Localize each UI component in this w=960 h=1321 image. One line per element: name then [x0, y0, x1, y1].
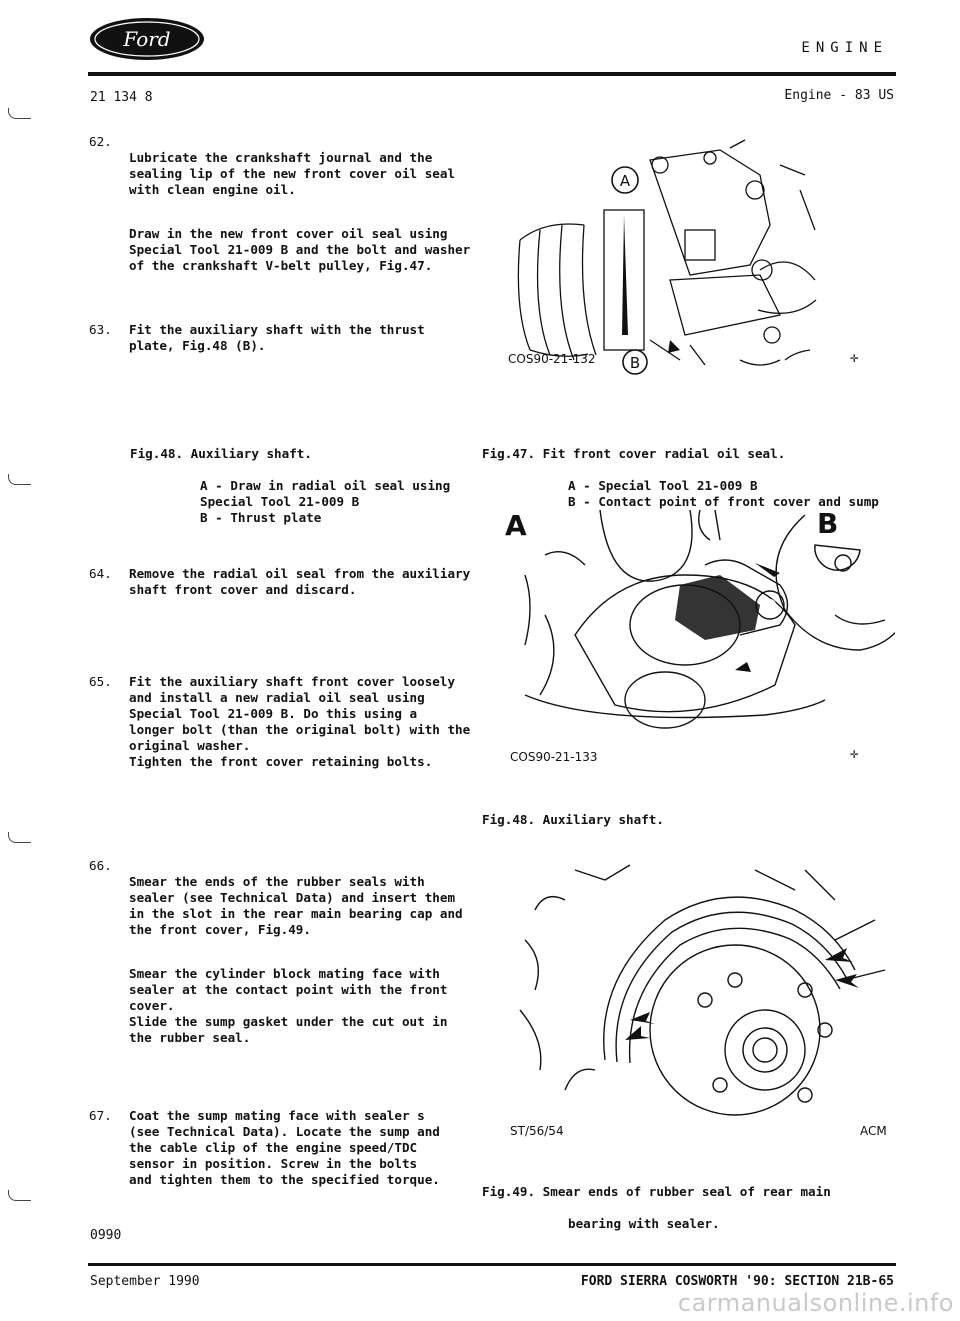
doc-reference: 21 134 8 — [90, 90, 153, 105]
callout-a-label: A — [619, 172, 631, 190]
step-65 — [89, 674, 489, 782]
ford-logo — [88, 16, 206, 62]
caption-lines: A - Draw in radial oil seal using Special Tool 21-009 B B - Thrust plate — [200, 478, 451, 525]
step-text: Fit the auxiliary shaft with the thrust plate, Fig.48 (B). — [129, 322, 425, 353]
fig48-caption — [482, 796, 664, 844]
step-text: Lubricate the crankshaft journal and the sealing lip of the new front cover oil seal with clean engine oil. — [129, 150, 456, 197]
watermark: carmanualsonline.info — [677, 1289, 954, 1317]
caption-lines: A - Special Tool 21-009 B B - Contact point of front cover and sump — [568, 478, 879, 509]
step-number: 67. — [89, 1108, 112, 1123]
margin-mark — [8, 832, 31, 843]
footer-rule — [88, 1263, 896, 1266]
header-rule — [88, 72, 896, 76]
step-number: 64. — [89, 566, 112, 581]
callout-a-label: A — [505, 509, 527, 542]
registration-mark-icon: ✛ — [850, 350, 859, 366]
step-text: Smear the cylinder block mating face with sealer at the contact point with the front cover. Slide the sump gasket under the cut out in the rubber seal. — [129, 966, 448, 1045]
step-62 — [89, 134, 489, 302]
step-text: Smear the ends of the rubber seals with sealer (see Technical Data) and insert them in the slot in the rear main bearing cap and the front cover, Fig.49. — [129, 874, 463, 937]
engine-reference: Engine - 83 US — [784, 88, 894, 103]
fig47-illustration — [500, 130, 820, 375]
step-number: 63. — [89, 322, 112, 337]
fig49-caption — [482, 1168, 831, 1248]
caption-title: Fig.48. Auxiliary shaft. — [130, 446, 312, 461]
step-66 — [89, 858, 489, 1074]
footer-section: FORD SIERRA COSWORTH '90: SECTION 21B-65 — [580, 1274, 894, 1289]
step-67 — [89, 1108, 489, 1200]
figure-code-right: ACM — [860, 1124, 887, 1138]
callout-b-label: B — [817, 507, 839, 540]
figure-code: ST/56/54 — [510, 1124, 564, 1138]
margin-mark — [8, 108, 31, 119]
margin-mark — [8, 1190, 31, 1201]
footer-date: September 1990 — [90, 1274, 200, 1289]
caption-title: Fig.49. Smear ends of rubber seal of rear main — [482, 1184, 831, 1199]
step-text: Draw in the new front cover oil seal using Special Tool 21-009 B and the bolt and washer of the crankshaft V-belt pulley, Fig.47. — [129, 226, 471, 273]
caption-title: Fig.47. Fit front cover radial oil seal. — [482, 446, 786, 461]
step-63 — [89, 322, 489, 366]
step-64 — [89, 566, 489, 610]
registration-mark-icon: ✛ — [850, 746, 859, 762]
step-text: Coat the sump mating face with sealer s (see Technical Data). Locate the sump and the cable clip of the engine speed/TDC sensor in position. Screw in the bolts and tighten them to the specified torque. — [129, 1108, 440, 1187]
section-title: ENGINE — [801, 40, 888, 56]
callout-b-label: B — [629, 354, 641, 372]
caption-lines: bearing with sealer. — [568, 1216, 720, 1231]
svg-text:Ford: Ford — [123, 27, 171, 51]
step-number: 66. — [89, 858, 112, 873]
page-code: 0990 — [90, 1228, 122, 1243]
figure-code: COS90-21-132 — [508, 352, 596, 366]
step-text: Remove the radial oil seal from the auxiliary shaft front cover and discard. — [129, 566, 471, 597]
step-number: 62. — [89, 134, 112, 149]
caption-title: Fig.48. Auxiliary shaft. — [482, 812, 664, 827]
step-text: Fit the auxiliary shaft front cover loosely and install a new radial oil seal using Special Tool 21-009 B. Do this using a longer bolt (than the original bolt) with the original washer. Tighten the front cover retaining bolts. — [129, 674, 471, 769]
step-number: 65. — [89, 674, 112, 689]
figure-code: COS90-21-133 — [510, 750, 598, 764]
margin-mark — [8, 474, 31, 485]
left-figure-caption — [130, 430, 450, 542]
fig48-illustration — [505, 505, 895, 745]
fig49-illustration — [505, 850, 895, 1120]
